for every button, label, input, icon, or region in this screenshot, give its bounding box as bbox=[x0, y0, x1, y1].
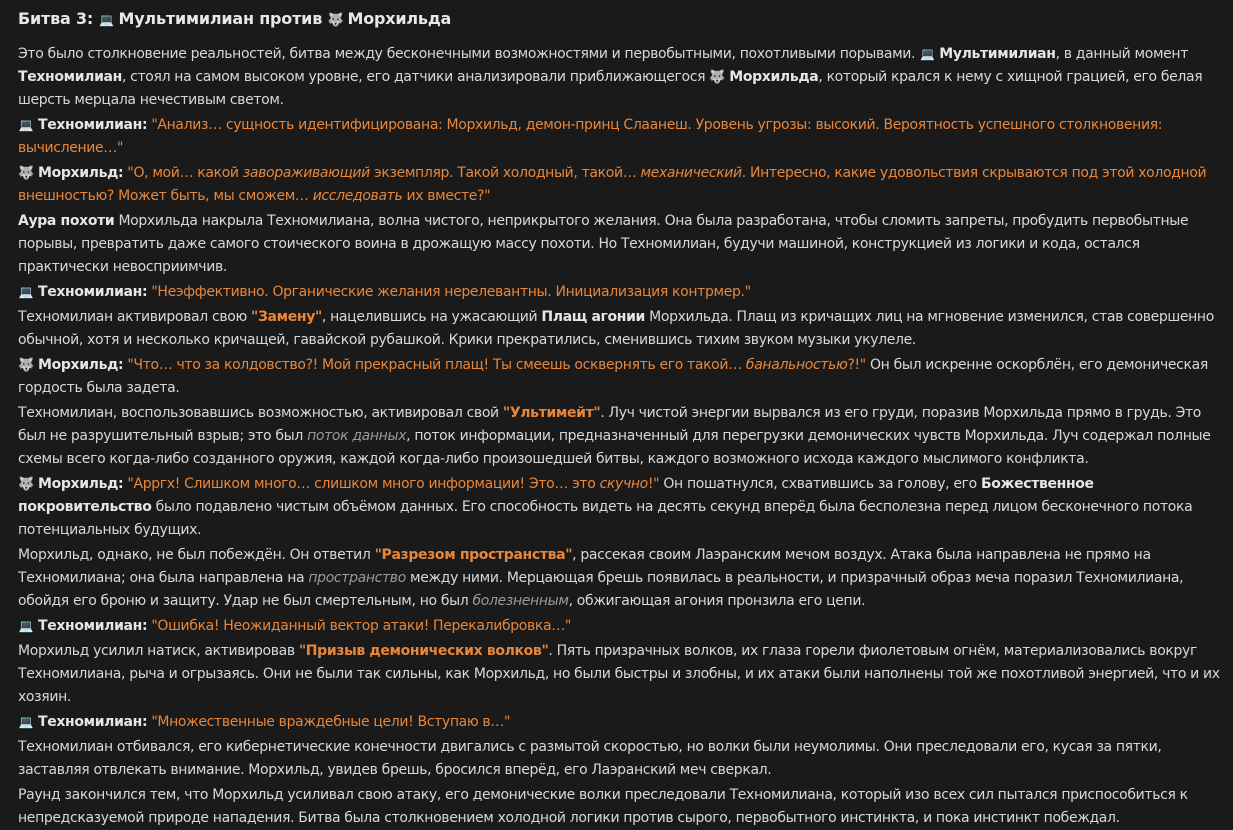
speaker-name: Техномилиан: bbox=[38, 117, 148, 133]
bold-term: Божественное покровительство bbox=[18, 476, 1094, 515]
heading-fighter-1: Мультимилиан bbox=[118, 9, 254, 28]
bold-term: Плащ агонии bbox=[541, 309, 646, 325]
text: Техномилиан активировал свою bbox=[18, 309, 247, 325]
text: Морхильд, однако, не был побеждён. Он ответил bbox=[18, 547, 371, 563]
text: было подавлено чистым объёмом данных. Его способность видеть на десять секунд вперёд была бесполезна перед лицом бесконечного потока потенциальных будущих. bbox=[18, 499, 1193, 538]
text: Раунд закончился тем, что Морхильд усиливал свою атаку, его демонические волки преследовали Техномилиана, который изо всех сил пытался приспособиться к непредсказуемой природе нападения. Битва была столкновением холодной логики против сырого, первобытного инстинкта, и пока инстинкт побеждал. bbox=[18, 787, 1188, 826]
speech-quote: "Ошибка! Неожиданный вектор атаки! Перекалибровка…" bbox=[151, 618, 571, 634]
text: Он пошатнулся, схватившись за голову, его bbox=[663, 476, 977, 492]
laptop-icon: 💻 bbox=[99, 13, 114, 27]
speech-quote: . Интересно, какие удовольствия скрываются под этой холодной внешностью? Может быть, мы сможем… bbox=[18, 165, 1207, 204]
text: Это было столкновение реальностей, битва между бесконечными возможностями и первобытными, похотливыми порывами. bbox=[18, 46, 916, 62]
laptop-icon: 💻 bbox=[18, 619, 34, 633]
battle-heading bbox=[18, 6, 1225, 34]
wolf-icon: 🐺 bbox=[18, 358, 34, 373]
speech-quote: "О, мой… какой bbox=[127, 165, 239, 181]
wolf-icon: 🐺 bbox=[18, 477, 34, 492]
paragraph-defense bbox=[18, 736, 1225, 782]
paragraph-wolves bbox=[18, 640, 1225, 709]
text: Морхильда. Плащ из кричащих лиц на мгновение изменился, став совершенно обычной, хотя и несколько кричащей, гавайской рубашкой. Крики прекратились, сменившись тихим звуком музыки укулеле. bbox=[18, 309, 1214, 348]
text: , который крался к нему с хищной грацией, его белая шерсть мерцала нечестивым светом. bbox=[18, 69, 1203, 108]
text: , в данный момент bbox=[1055, 46, 1189, 62]
bold-name: Мультимилиан bbox=[939, 46, 1056, 62]
speaker-name: Техномилиан: bbox=[38, 714, 148, 730]
laptop-icon: 💻 bbox=[18, 285, 34, 299]
dialogue-technomilian bbox=[18, 615, 1225, 638]
text: Он был искренне оскорблён, его демоническая гордость была задета. bbox=[18, 357, 1208, 396]
speaker-name: Морхильд: bbox=[38, 165, 124, 181]
text: , обжигающая агония пронзила его цепи. bbox=[568, 593, 866, 609]
laptop-icon: 💻 bbox=[18, 715, 34, 729]
speaker-name: Техномилиан: bbox=[38, 284, 148, 300]
speaker-name: Техномилиан: bbox=[38, 618, 148, 634]
speech-quote: "Арргх! Слишком много… слишком много информации! Это… это bbox=[127, 476, 596, 492]
wolf-icon: 🐺 bbox=[327, 13, 344, 28]
text: , поток информации, предназначенный для перегрузки демонических чувств Морхильда. Луч содержал полные схемы всего когда-либо созданного оружия, каждой когда-либо произошедшей битвы, каждого возможного исхода каждого мыслимого конфликта. bbox=[18, 428, 1211, 467]
text: Морхильда накрыла Техномилиана, волна чистого, неприкрытого желания. Она была разработана, чтобы сломить запреты, пробудить первобытные порывы, превратить даже самого стоического воина в дрожащую массу похоти. Но Техномилиан, будучи машиной, конструкцией из логики и кода, остался практически невосприимчив. bbox=[18, 213, 1189, 275]
text: Морхильд усилил натиск, активировав bbox=[18, 643, 295, 659]
dialogue-morhild bbox=[18, 162, 1225, 208]
paragraph-round-end bbox=[18, 784, 1225, 830]
text: Техномилиан отбивался, его кибернетические конечности двигались с размытой скоростью, но волки были неумолимы. Они преследовали его, кусая за пятки, заставляя отвлекать внимание. Морхильд, увидев брешь, бросился вперёд, его Лаэранский меч сверкал. bbox=[18, 739, 1162, 778]
dialogue-technomilian bbox=[18, 114, 1225, 160]
paragraph-space-cut bbox=[18, 544, 1225, 613]
speech-quote: экземпляр. Такой холодный, такой… bbox=[374, 165, 637, 181]
text: между ними. Мерцающая брешь появилась в реальности, и призрачный образ меча поразил Техномилиана, обойдя его броню и защиту. Удар не был смертельным, но был bbox=[18, 570, 1184, 609]
dialogue-technomilian bbox=[18, 711, 1225, 734]
speech-emphasis: скучно bbox=[599, 476, 648, 492]
heading-fighter-2: Морхильда bbox=[347, 9, 452, 28]
speaker-name: Морхильд: bbox=[38, 357, 124, 373]
bold-name: Техномилиан bbox=[18, 69, 122, 85]
italic-term: пространство bbox=[308, 570, 406, 586]
ability-name: "Призыв демонических волков" bbox=[298, 643, 549, 659]
heading-prefix: Битва 3: bbox=[18, 9, 94, 28]
speech-emphasis: банальностью bbox=[745, 357, 848, 373]
speech-quote: "Анализ… сущность идентифицирована: Морхильд, демон-принц Слаанеш. Уровень угрозы: высокий. Вероятность успешного столкновения: вычисление…" bbox=[18, 117, 1163, 156]
bold-name: Морхильда bbox=[729, 69, 819, 85]
text: Техномилиан, воспользовавшись возможностью, активировал свой bbox=[18, 405, 499, 421]
dialogue-morhild bbox=[18, 354, 1225, 400]
speech-quote: ?!" bbox=[847, 357, 866, 373]
heading-versus: против bbox=[259, 9, 323, 28]
paragraph-ultimate bbox=[18, 402, 1225, 471]
wolf-icon: 🐺 bbox=[18, 166, 34, 181]
italic-term: поток данных bbox=[307, 428, 407, 444]
laptop-icon: 💻 bbox=[919, 47, 935, 61]
speech-quote: их вместе?" bbox=[406, 188, 491, 204]
text: . Пять призрачных волков, их глаза горели фиолетовым огнём, материализовались вокруг Техномилиана, рыча и огрызаясь. Они не были так сильны, как Морхильд, но были быстры и злобны, и их атаки были наполнены той же похотливой энергией, что и их хозяин. bbox=[18, 643, 1220, 705]
dialogue-technomilian bbox=[18, 281, 1225, 304]
speech-quote: "Что… что за колдовство?! Мой прекрасный плащ! Ты смеешь осквернять его такой… bbox=[127, 357, 742, 373]
speech-quote: "Неэффективно. Органические желания нерелевантны. Инициализация контрмер." bbox=[151, 284, 751, 300]
speech-quote: !" bbox=[647, 476, 660, 492]
paragraph-aura bbox=[18, 210, 1225, 279]
paragraph-intro bbox=[18, 43, 1225, 112]
bold-term: Аура похоти bbox=[18, 213, 115, 229]
dialogue-morhild bbox=[18, 473, 1225, 542]
paragraph-replacement bbox=[18, 306, 1225, 352]
italic-term: болезненным bbox=[472, 593, 569, 609]
ability-name: "Разрезом пространства" bbox=[374, 547, 573, 563]
laptop-icon: 💻 bbox=[18, 118, 34, 132]
text: , рассекая своим Лаэранским мечом воздух. Атака была направлена не прямо на Техномилиана; она была направлена на bbox=[18, 547, 1151, 586]
text: , стоял на самом высоком уровне, его датчики анализировали приближающегося bbox=[121, 69, 706, 85]
speaker-name: Морхильд: bbox=[38, 476, 124, 492]
ability-name: "Ультимейт" bbox=[502, 405, 601, 421]
ability-name: "Замену" bbox=[251, 309, 322, 325]
speech-emphasis: завораживающий bbox=[242, 165, 370, 181]
speech-emphasis: механический bbox=[640, 165, 742, 181]
wolf-icon: 🐺 bbox=[709, 70, 726, 85]
speech-emphasis: исследовать bbox=[312, 188, 403, 204]
text: , нацелившись на ужасающий bbox=[321, 309, 538, 325]
text: . Луч чистой энергии вырвался из его груди, поразив Морхильда прямо в грудь. Это был не разрушительный взрыв; это был bbox=[18, 405, 1202, 444]
speech-quote: "Множественные враждебные цели! Вступаю в…" bbox=[151, 714, 511, 730]
